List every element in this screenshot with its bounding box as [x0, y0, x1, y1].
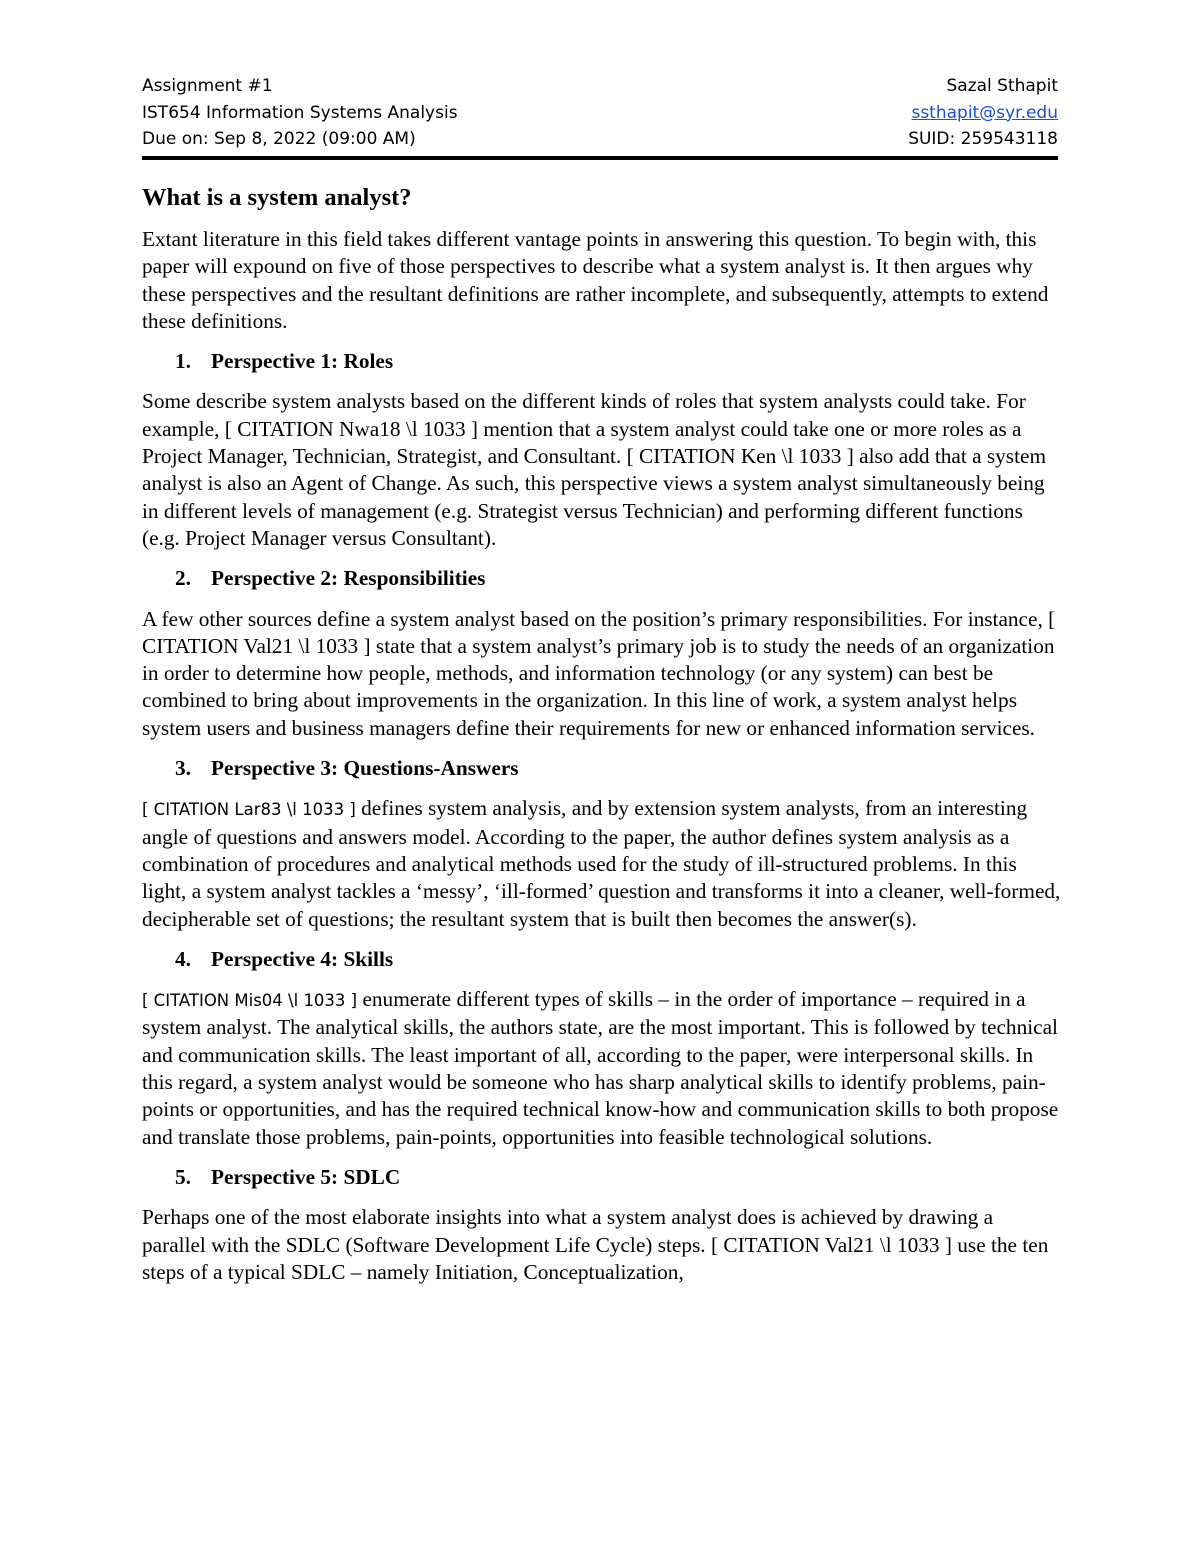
section-number: 3.: [175, 756, 191, 781]
intro-paragraph: Extant literature in this field takes different vantage points in answering this question. To begin with, this paper will expound on five of those perspectives to describe what a system analyst is. It then argues why these perspectives and the resultant definitions are rather incomplete, and subsequently, attempts to extend these definitions.: [142, 227, 1049, 333]
section-number: 5.: [175, 1164, 191, 1189]
section-heading: [142, 565, 1062, 592]
suid: SUID: 259543118: [908, 129, 1058, 149]
due-date: Due on: Sep 8, 2022 (09:00 AM): [142, 129, 416, 149]
document-body: [142, 182, 1062, 1299]
section-text: defines system analysis, and by extension system analysts, from an interesting angle of questions and answers model. According to the paper, the author defines system analysis as a combination of procedures and analytical methods used for the study of ill-structured problems. In this light, a system analyst tackles a ‘messy’, ‘ill-formed’ question and transforms it into a cleaner, well-formed, decipherable set of questions; the resultant system that is built then becomes the answer(s).: [142, 796, 1061, 931]
citation-field: [ CITATION Mis04 \l 1033 ]: [142, 991, 358, 1011]
section-title: Perspective 1: Roles: [211, 349, 394, 374]
section-text: Perhaps one of the most elaborate insights into what a system analyst does is achieved by drawing a parallel with the SDLC (Software Development Life Cycle) steps. [ CITATION Val21 \l 1033 ] use the ten steps of a typical SDLC – namely Initiation, Conceptualization,: [142, 1205, 1049, 1284]
citation-field: [ CITATION Lar83 \l 1033 ]: [142, 800, 356, 820]
section-paragraph: [142, 795, 1062, 932]
section-number: 4.: [175, 946, 191, 971]
header-row-3: [142, 126, 1058, 153]
course-name: IST654 Information Systems Analysis: [142, 102, 458, 123]
section-number: 2.: [175, 566, 191, 591]
section-title: Perspective 3: Questions-Answers: [211, 756, 519, 781]
section-paragraph: [142, 388, 1062, 552]
page-header: [142, 73, 1058, 160]
section-heading: [142, 1164, 1062, 1191]
section-title: Perspective 5: SDLC: [211, 1164, 401, 1189]
section-paragraph: [142, 606, 1062, 742]
section-number: 1.: [175, 349, 191, 374]
section-heading: [142, 348, 1062, 375]
section-heading: [142, 946, 1062, 973]
section-text: A few other sources define a system analyst based on the position’s primary responsibilities. For instance, [ CITATION Val21 \l 1033 ] state that a system analyst’s primary job is to study the needs of an organization in order to determine how people, methods, and information technology (or any system) can best be combined to bring about improvements in the organization. In this line of work, a system analyst helps system users and business managers define their requirements for new or enhanced information services.: [142, 606, 1056, 740]
header-row-1: [142, 73, 1058, 100]
page-title: What is a system analyst?: [142, 184, 412, 211]
section-paragraph: [142, 986, 1062, 1151]
email-link[interactable]: ssthapit@syr.edu: [911, 102, 1058, 123]
assignment-label: Assignment #1: [142, 76, 273, 96]
section-paragraph: [142, 1204, 1062, 1286]
author-name: Sazal Sthapit: [946, 76, 1058, 96]
section-heading: [142, 755, 1062, 782]
section-title: Perspective 2: Responsibilities: [211, 566, 486, 591]
section-text: Some describe system analysts based on the different kinds of roles that system analysts could take. For example, [ CITATION Nwa18 \l 1033 ] mention that a system analyst could take one or more roles as a Project Manager, Technician, Strategist, and Consultant. [ CITATION Ken \l 1033 ] also add that a system analyst is also an Agent of Change. As such, this perspective views a system analyst simultaneously being in different levels of management (e.g. Strategist versus Technician) and performing different functions (e.g. Project Manager versus Consultant).: [142, 389, 1047, 550]
header-row-2: [142, 100, 1058, 127]
section-title: Perspective 4: Skills: [211, 946, 394, 971]
section-text: enumerate different types of skills – in the order of importance – required in a system analyst. The analytical skills, the authors state, are the most important. This is followed by technical and communication skills. The least important of all, according to the paper, were interpersonal skills. In this regard, a system analyst would be someone who has sharp analytical skills to identify problems, pain-points or opportunities, and has the required technical know-how and communication skills to both propose and translate those problems, pain-points, opportunities into feasible technological solutions.: [142, 987, 1059, 1149]
